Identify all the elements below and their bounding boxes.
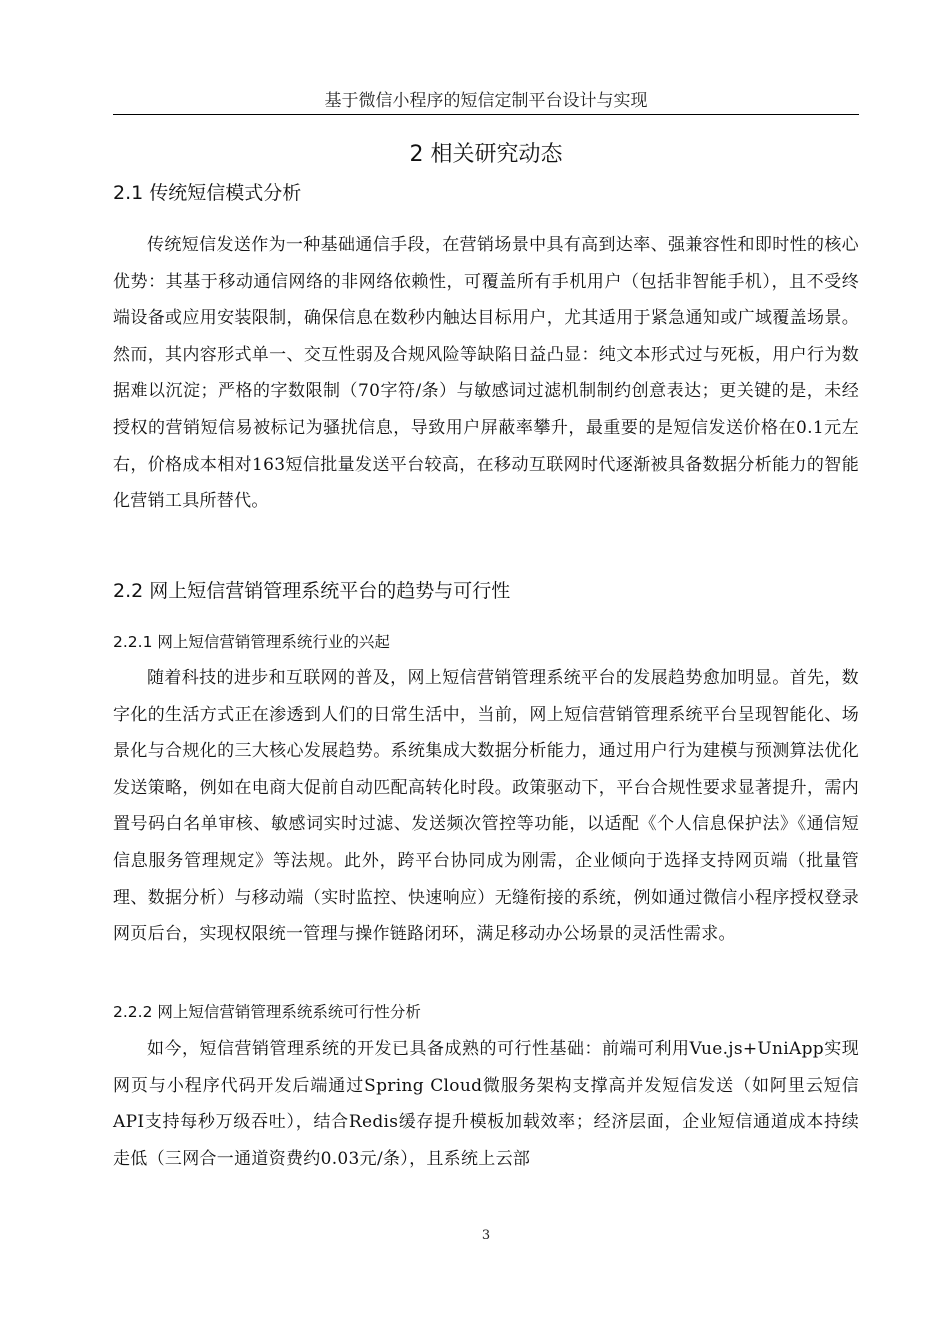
subsection-2-2-1-paragraph: 随着科技的进步和互联网的普及，网上短信营销管理系统平台的发展趋势愈加明显。首先，数字化的生活方式正在渗透到人们的日常生活中，当前，网上短信营销管理系统平台呈现智能化、场景化与合规化的三大核心发展趋势。系统集成大数据分析能力，通过用户行为建模与预测算法优化发送策略，例如在电商大促前自动匹配高转化时段。政策驱动下，平台合规性要求显著提升，需内置号码白名单审核、敏感词实时过滤、发送频次管控等功能，以适配《个人信息保护法》《通信短信息服务管理规定》等法规。此外，跨平台协同成为刚需，企业倾向于选择支持网页端（批量管理、数据分析）与移动端（实时监控、快速响应）无缝衔接的系统，例如通过微信小程序授权登录网页后台，实现权限统一管理与操作链路闭环，满足移动办公场景的灵活性需求。	[113, 668, 859, 945]
subsection-heading-2-2-1: 2.2.1 网上短信营销管理系统行业的兴起	[113, 633, 390, 651]
subsection-heading-2-2-2: 2.2.2 网上短信营销管理系统系统可行性分析	[113, 1003, 421, 1021]
subsection-2-2-2-paragraph: 如今，短信营销管理系统的开发已具备成熟的可行性基础：前端可利用Vue.js+UniApp实现网页与小程序代码开发后端通过Spring Cloud微服务架构支撑高并发短信发送（如阿里云短信API支持每秒万级吞吐），结合Redis缓存提升模板加载效率；经济层面，企业短信通道成本持续走低（三网合一通道资费约0.03元/条），且系统上云部	[113, 1039, 859, 1169]
section-2-1-paragraph: 传统短信发送作为一种基础通信手段，在营销场景中具有高到达率、强兼容性和即时性的核心优势：其基于移动通信网络的非网络依赖性，可覆盖所有手机用户（包括非智能手机），且不受终端设备或应用安装限制，确保信息在数秒内触达目标用户，尤其适用于紧急通知或广域覆盖场景。然而，其内容形式单一、交互性弱及合规风险等缺陷日益凸显：纯文本形式过与死板，用户行为数据难以沉淀；严格的字数限制（70字符/条）与敏感词过滤机制制约创意表达；更关键的是，未经授权的营销短信易被标记为骚扰信息，导致用户屏蔽率攀升，最重要的是短信发送价格在0.1元左右，价格成本相对163短信批量发送平台较高，在移动互联网时代逐渐被具备数据分析能力的智能化营销工具所替代。	[113, 235, 859, 512]
running-header: 基于微信小程序的短信定制平台设计与实现	[113, 88, 859, 115]
page-number: 3	[481, 1228, 491, 1243]
section-heading-2-1: 2.1 传统短信模式分析	[113, 182, 302, 204]
chapter-title: 2 相关研究动态	[409, 142, 563, 167]
section-heading-2-2: 2.2 网上短信营销管理系统平台的趋势与可行性	[113, 580, 511, 602]
